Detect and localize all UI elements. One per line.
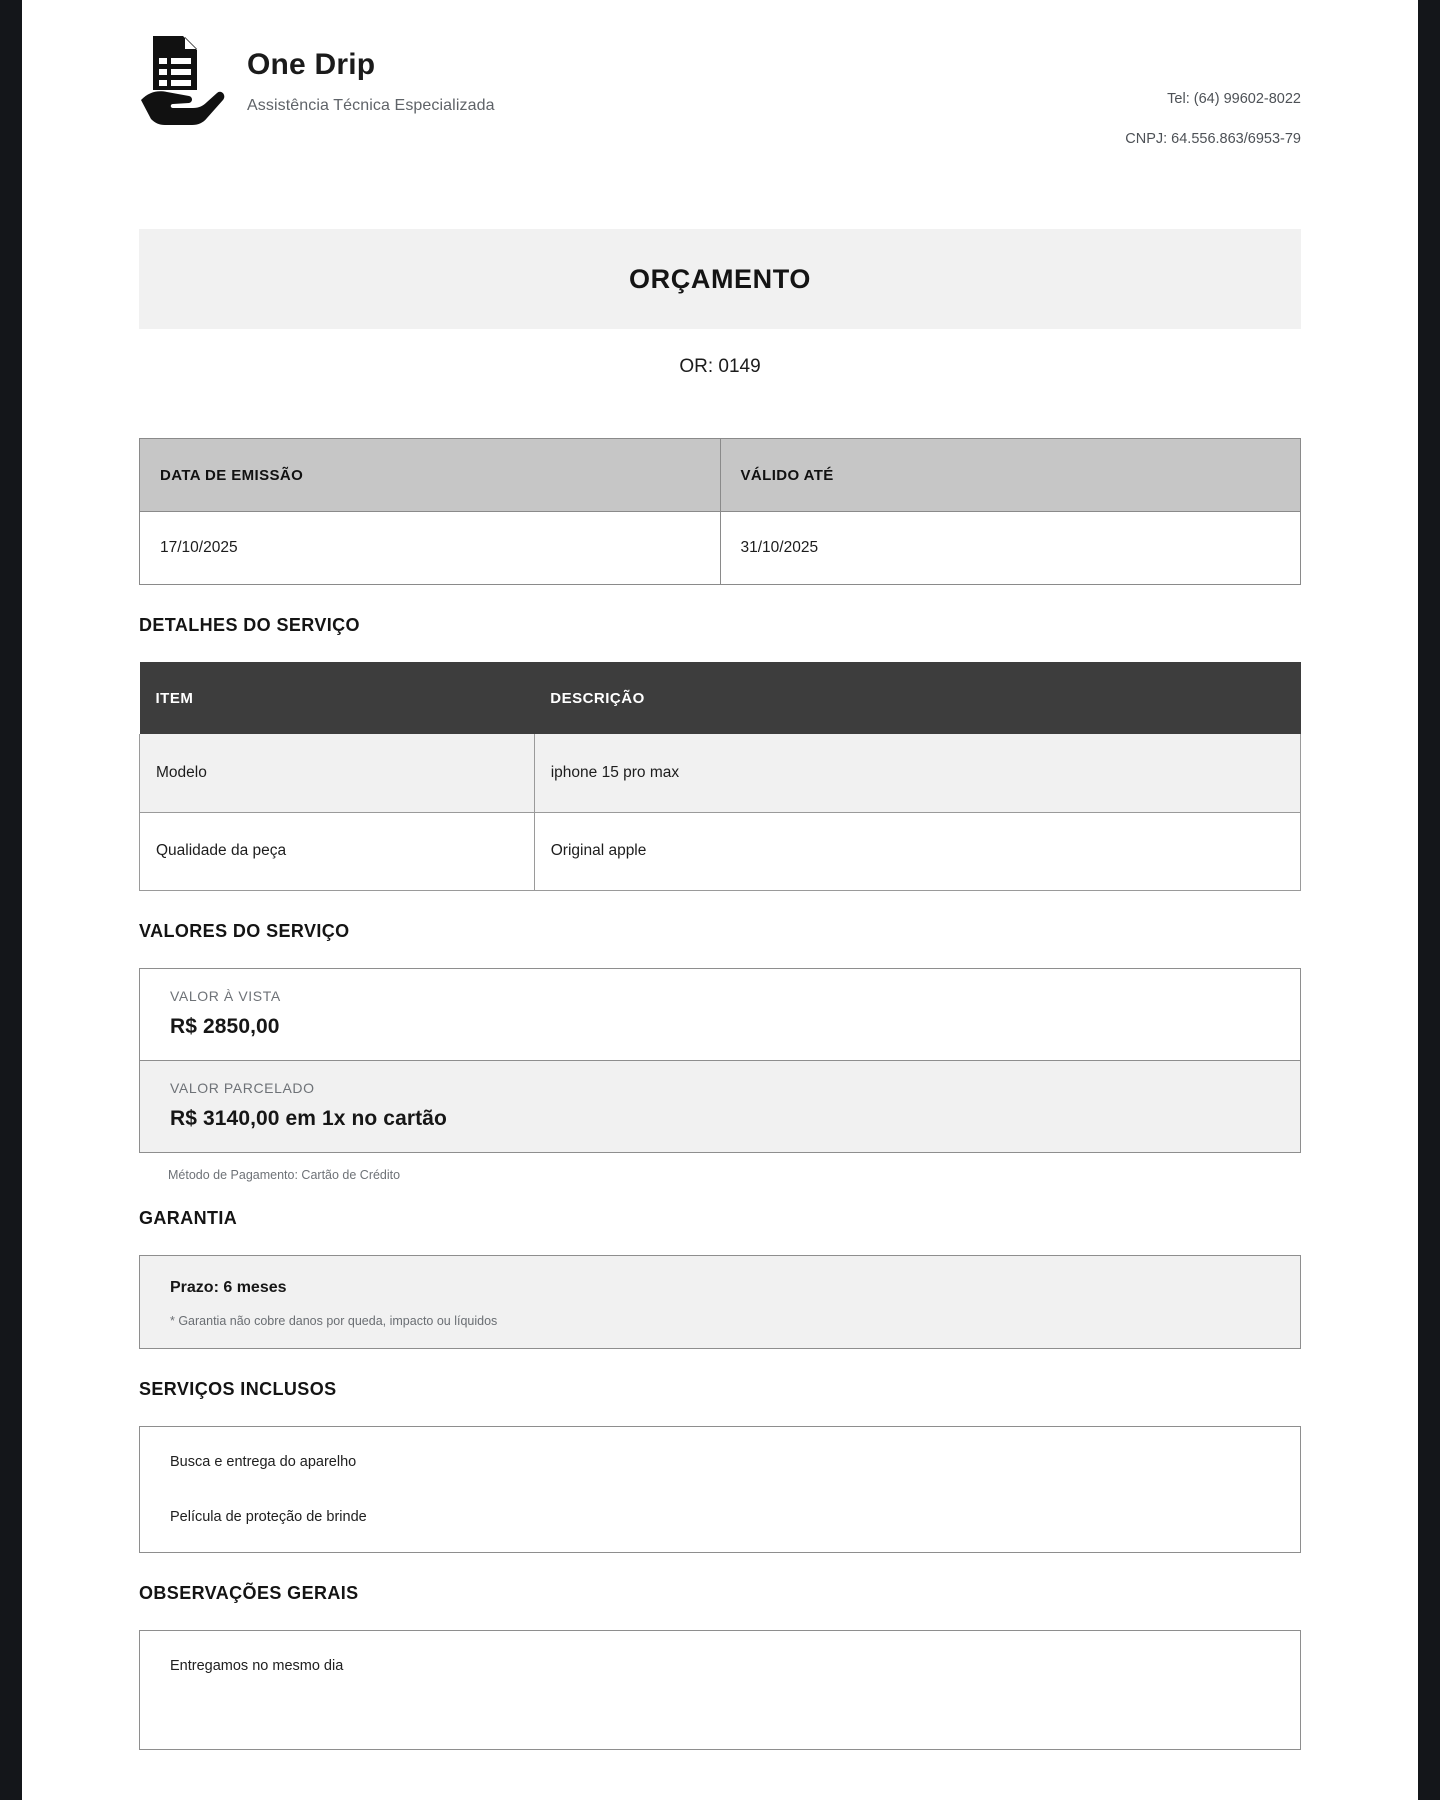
column-header-description: DESCRIÇÃO — [534, 662, 1300, 734]
issue-date-value: 17/10/2025 — [140, 512, 721, 585]
table-header-row — [140, 662, 1301, 734]
item-name: Qualidade da peça — [140, 812, 535, 890]
valid-until-value: 31/10/2025 — [720, 512, 1301, 585]
list-item: Busca e entrega do aparelho — [170, 1453, 357, 1470]
observations-box — [139, 1630, 1301, 1750]
document-header — [139, 0, 1301, 145]
cash-value-amount: R$ 2850,00 — [170, 1014, 280, 1038]
warranty-box — [139, 1255, 1301, 1349]
section-heading-warranty: GARANTIA — [139, 1207, 238, 1228]
quote-number: OR: 0149 — [679, 356, 761, 377]
column-header-item: ITEM — [140, 662, 535, 734]
included-services-box — [139, 1426, 1301, 1553]
cash-value-label: VALOR À VISTA — [170, 987, 281, 1004]
company-branding — [139, 30, 495, 126]
observations-text: Entregamos no mesmo dia — [170, 1657, 344, 1674]
company-cnpj: CNPJ: 64.556.863/6953-79 — [1125, 130, 1301, 147]
section-heading-service-details: DETALHES DO SERVIÇO — [139, 615, 360, 635]
installment-value-row — [140, 1060, 1300, 1152]
item-name: Modelo — [140, 734, 535, 812]
quote-document-page — [22, 0, 1418, 1800]
service-details-table — [139, 662, 1301, 891]
section-heading-observations: OBSERVAÇÕES GERAIS — [139, 1582, 359, 1603]
table-row — [140, 512, 1301, 585]
document-title-banner — [139, 229, 1301, 329]
warranty-term: Prazo: 6 meses — [170, 1278, 287, 1296]
table-row — [140, 734, 1301, 812]
cash-value-row — [140, 969, 1300, 1060]
list-item: Película de proteção de brinde — [170, 1508, 367, 1525]
company-phone: Tel: (64) 99602-8022 — [1167, 91, 1301, 107]
company-tagline: Assistência Técnica Especializada — [247, 96, 495, 114]
company-name: One Drip — [247, 48, 376, 81]
dates-table — [139, 438, 1301, 585]
section-heading-included-services: SERVIÇOS INCLUSOS — [139, 1378, 337, 1399]
column-header-valid-until: VÁLIDO ATÉ — [720, 439, 1301, 512]
payment-method-note: Método de Pagamento: Cartão de Crédito — [168, 1167, 401, 1182]
service-values-box — [139, 968, 1301, 1153]
warranty-disclaimer: * Garantia não cobre danos por queda, impacto ou líquidos — [170, 1313, 498, 1328]
section-heading-values: VALORES DO SERVIÇO — [139, 920, 350, 941]
table-header-row — [140, 439, 1301, 512]
table-row — [140, 812, 1301, 890]
installment-value-amount: R$ 3140,00 em 1x no cartão — [170, 1106, 447, 1130]
page-title: ORÇAMENTO — [629, 263, 811, 294]
column-header-issue-date: DATA DE EMISSÃO — [140, 439, 721, 512]
installment-value-label: VALOR PARCELADO — [170, 1079, 315, 1096]
item-description: Original apple — [534, 812, 1300, 890]
company-contact-info — [1125, 30, 1301, 146]
item-description: iphone 15 pro max — [534, 734, 1300, 812]
document-on-hand-icon — [139, 34, 225, 126]
